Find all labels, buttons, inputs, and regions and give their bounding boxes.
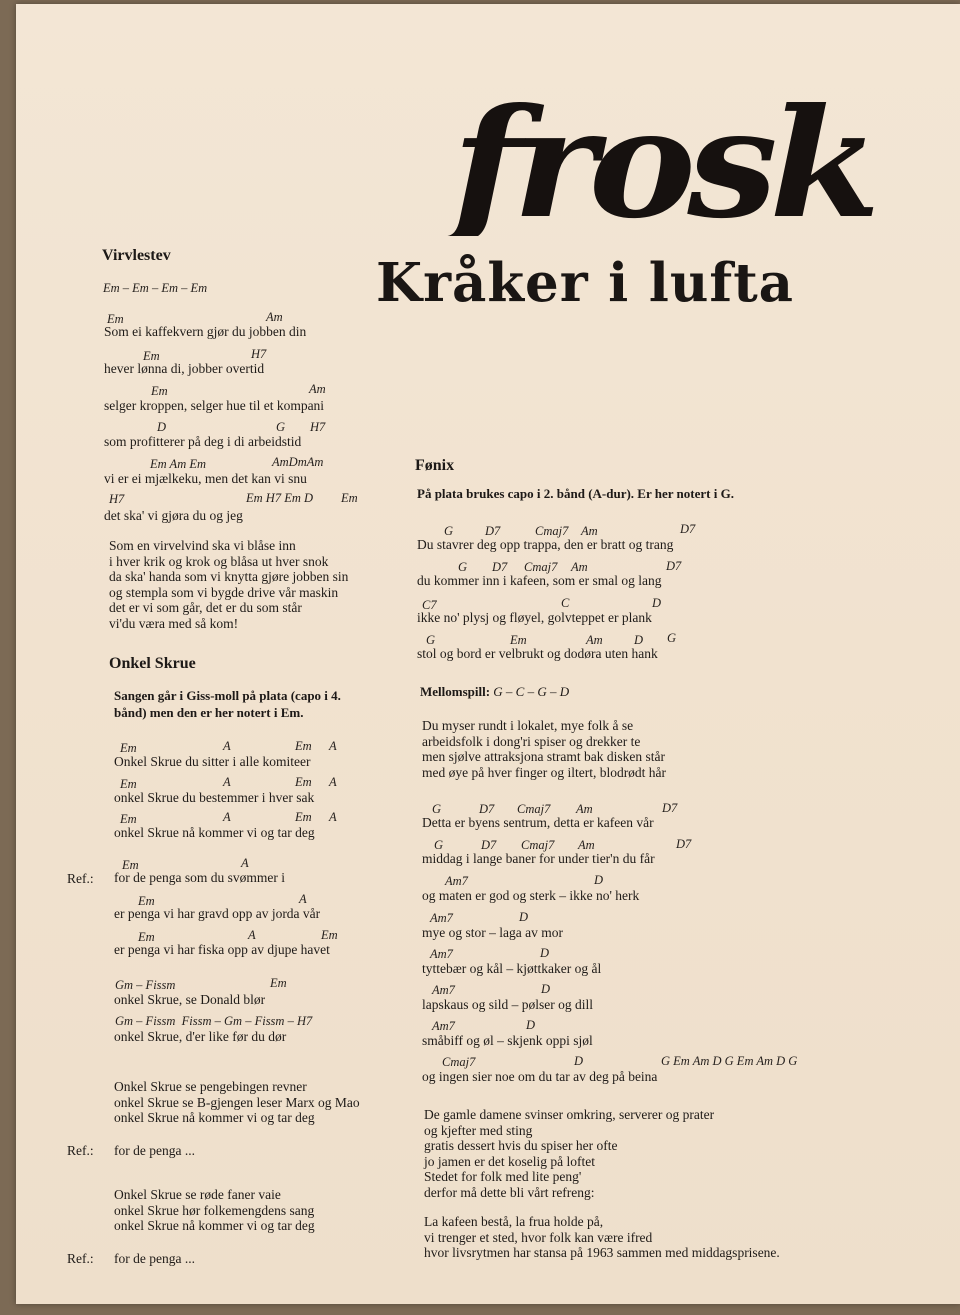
verse-line: La kafeen bestå, la frua holde på, (424, 1214, 604, 1229)
verse-line: det er vi som går, det er du som står (109, 600, 302, 615)
chord: A (223, 775, 231, 789)
chord: C (561, 596, 570, 610)
chord: G (432, 802, 442, 816)
verse-block (424, 1214, 780, 1261)
chord: D (652, 596, 662, 610)
verse-line: onkel Skrue nå kommer vi og tar deg (114, 1218, 315, 1233)
verse-line: men sjølve attraksjona stramt bak disken står (422, 749, 665, 764)
verse-line: onkel Skrue nå kommer vi og tar deg (114, 1110, 315, 1125)
lyric-line: hever lønna di, jobber overtid (104, 361, 265, 376)
chord: A (299, 892, 307, 906)
chord: D7 (680, 522, 696, 536)
lyric-line: for de penga som du svømmer i (114, 870, 285, 885)
lyric-line: det ska' vi gjøra du og jeg (104, 508, 243, 523)
chord: Em (122, 858, 139, 872)
verse-line: Onkel Skrue se røde faner vaie (114, 1187, 281, 1202)
chord: Em (341, 491, 358, 505)
chord: Cmaj7 (442, 1055, 476, 1069)
verse-line: hvor livsrytmen har stansa på 1963 sammen med middagsprisene. (424, 1245, 780, 1260)
lyric-sheet (16, 4, 960, 1304)
lyric-line: og ingen sier noe om du tar av deg på beina (422, 1069, 658, 1084)
lyric-line: onkel Skrue, d'er like før du dør (114, 1029, 287, 1044)
chord: G (434, 838, 444, 852)
song-note: Sangen går i Giss-moll på plata (capo i 4. bånd) men den er her notert i Em. (114, 688, 341, 720)
interlude-chords: G – C – G – D (493, 684, 570, 699)
chord: Em (138, 894, 155, 908)
chord: D7 (666, 559, 682, 573)
verse-line: gratis dessert hvis du spiser her ofte (424, 1138, 618, 1153)
chord: A (248, 928, 256, 942)
verse-line: onkel Skrue se B-gjengen leser Marx og Mao (114, 1094, 360, 1110)
chord: Cmaj7 (524, 560, 558, 574)
chord: AmDmAm (272, 455, 324, 469)
chord: D7 (481, 838, 497, 852)
chord: A (223, 810, 231, 824)
lyric-line: Du stavrer deg opp trappa, den er bratt og trang (417, 537, 674, 552)
chord: Am (581, 524, 598, 538)
lyric-line: Detta er byens sentrum, detta er kafeen vår (422, 815, 654, 830)
verse-line: i hver krik og krok og blåsa ut hver snok (109, 553, 329, 569)
verse-block (424, 1107, 714, 1200)
chord: D7 (492, 560, 508, 574)
chord: G (276, 420, 286, 434)
verse-line: da ska' handa som vi knytta gjøre jobben sin (109, 569, 349, 584)
chord: A (329, 775, 337, 789)
chord: H7 (251, 347, 267, 361)
lyric-line: og maten er god og sterk – ikke no' herk (422, 888, 640, 903)
chord: C7 (422, 598, 437, 612)
chord: Gm – Fissm (115, 978, 176, 992)
chord: A (329, 739, 337, 753)
chord: Em (510, 633, 527, 647)
chord: G (444, 524, 454, 538)
verse-line: De gamle damene svinser omkring, serverer og prater (424, 1107, 715, 1122)
verse-line: Onkel Skrue se pengebingen revner (114, 1079, 307, 1094)
song-title-virvlestev: Virvlestev (102, 247, 171, 264)
chord: Am7 (430, 911, 453, 925)
chord: Am (571, 560, 588, 574)
chord: Am (309, 382, 326, 396)
chord: H7 (109, 492, 125, 506)
verse-block (114, 1187, 315, 1234)
lyric-line: ikke no' plysj og fløyel, golvteppet er plank (417, 610, 652, 625)
verse-line: arbeidsfolk i dong'ri spiser og drekker te (422, 733, 641, 749)
chord: A (223, 739, 231, 753)
album-title: Kråker i lufta (376, 252, 795, 314)
chord: D (634, 633, 644, 647)
lyric-line: småbiff og øl – skjenk oppi sjøl (422, 1033, 593, 1048)
lyric-line: onkel Skrue nå kommer vi og tar deg (114, 825, 315, 840)
chord: Am7 (430, 947, 453, 961)
lyric-line: Som ei kaffekvern gjør du jobben din (104, 324, 307, 339)
chord: Em (151, 384, 168, 398)
lyric-line: for de penga ... (114, 1143, 195, 1158)
chord: Am (266, 310, 283, 324)
verse-line: med øye på hver finger og iltert, blodrødt hår (422, 764, 667, 780)
lyric-line: er penga vi har gravd opp av jorda vår (114, 906, 321, 921)
lyric-line: som profitterer på deg i di arbeidstid (104, 434, 302, 449)
chord: Em (120, 812, 137, 826)
chord: D (594, 873, 604, 887)
chord: Am7 (432, 983, 455, 997)
chord: Em (120, 741, 137, 755)
chord: G (426, 633, 436, 647)
verse-block (422, 718, 666, 780)
chord: Em Am Em (150, 457, 207, 471)
chord: Em (321, 928, 338, 942)
chord: A (329, 810, 337, 824)
frosk-logo (446, 66, 886, 236)
chord: G (458, 560, 468, 574)
chord: Em (295, 739, 312, 753)
intro-chords: Em – Em – Em – Em (103, 281, 208, 295)
chord: Em (107, 312, 124, 326)
verse-block (114, 1079, 360, 1126)
lyric-line: vi er ei mjælkeku, men det kan vi snu (104, 471, 307, 486)
chord: D7 (676, 837, 692, 851)
chord: D7 (479, 802, 495, 816)
interlude-label: Mellomspill: (420, 684, 491, 699)
chord: Am7 (432, 1019, 455, 1033)
chord: Em (270, 976, 287, 990)
chord: Em (138, 930, 155, 944)
chord: H7 (310, 420, 326, 434)
chord: Em (295, 775, 312, 789)
chord: Em (295, 810, 312, 824)
refrain-label: Ref.: (67, 1251, 94, 1266)
lyric-line: stol og bord er velbrukt og dodøra uten hank (417, 646, 658, 661)
verse-line: onkel Skrue hør folkemengdens sang (114, 1202, 315, 1218)
lyric-line: for de penga ... (114, 1251, 195, 1266)
verse-line: Som en virvelvind ska vi blåse inn (109, 538, 296, 553)
refrain-label: Ref.: (67, 871, 94, 886)
interlude (420, 684, 569, 700)
chord: D (526, 1018, 536, 1032)
lyric-line: tyttebær og kål – kjøttkaker og ål (422, 961, 602, 976)
chord: Cmaj7 (535, 524, 569, 538)
chord: Em H7 Em D (246, 491, 314, 505)
verse-line: derfor må dette bli vårt refreng: (424, 1184, 595, 1200)
lyric-line: Onkel Skrue du sitter i alle komiteer (114, 754, 311, 769)
chord: Am (578, 838, 595, 852)
chord: D (519, 910, 529, 924)
chord: D (574, 1054, 584, 1068)
chord: Gm – Fissm Fissm – Gm – Fissm – H7 (115, 1014, 313, 1028)
verse-line: og stempla som vi bygde drive vår maskin (109, 584, 339, 600)
chord: Em (143, 349, 160, 363)
lyric-line: selger kroppen, selger hue til et kompani (104, 398, 325, 413)
song-title-fonix: Fønix (415, 457, 455, 474)
song-title-onkel-skrue: Onkel Skrue (109, 655, 196, 672)
refrain-label: Ref.: (67, 1143, 94, 1158)
lyric-line: er penga vi har fiska opp av djupe havet (114, 942, 330, 957)
verse-line: Stedet for folk med lite peng' (424, 1169, 582, 1184)
verse-line: vi trenger et sted, hvor folk kan være ifred (424, 1229, 653, 1245)
chord: Am (586, 633, 603, 647)
chord: D (540, 946, 550, 960)
band-logo-text: frosk (446, 76, 875, 236)
lyric-line: lapskaus og sild – pølser og dill (422, 997, 593, 1012)
chord: D7 (485, 524, 501, 538)
chord: A (241, 856, 249, 870)
verse-line: Du myser rundt i lokalet, mye folk å se (422, 718, 634, 733)
verse-line: vi'du væra med så kom! (109, 615, 239, 631)
chord: Am (576, 802, 593, 816)
verse-line: jo jamen er det koselig på loftet (424, 1153, 595, 1169)
chord: Am7 (445, 874, 468, 888)
chord: Cmaj7 (521, 838, 555, 852)
lyric-line: middag i lange baner for under tier'n du får (422, 851, 655, 866)
chord: G Em Am D G Em Am D G (661, 1054, 798, 1068)
chord: Cmaj7 (517, 802, 551, 816)
chord: Em (120, 777, 137, 791)
lyric-line: onkel Skrue, se Donald blør (114, 992, 266, 1007)
chord: D (157, 420, 167, 434)
chord: D (541, 982, 551, 996)
lyric-line: onkel Skrue du bestemmer i hver sak (114, 790, 315, 805)
song-note: På plata brukes capo i 2. bånd (A-dur). Er her notert i G. (417, 486, 734, 501)
chord: G (667, 631, 677, 645)
chord: D7 (662, 801, 678, 815)
verse-block (109, 538, 348, 631)
lyric-line: du kommer inn i kafeen, som er smal og lang (417, 573, 662, 588)
verse-line: og kjefter med sting (424, 1122, 533, 1138)
lyric-line: mye og stor – laga av mor (422, 925, 563, 940)
